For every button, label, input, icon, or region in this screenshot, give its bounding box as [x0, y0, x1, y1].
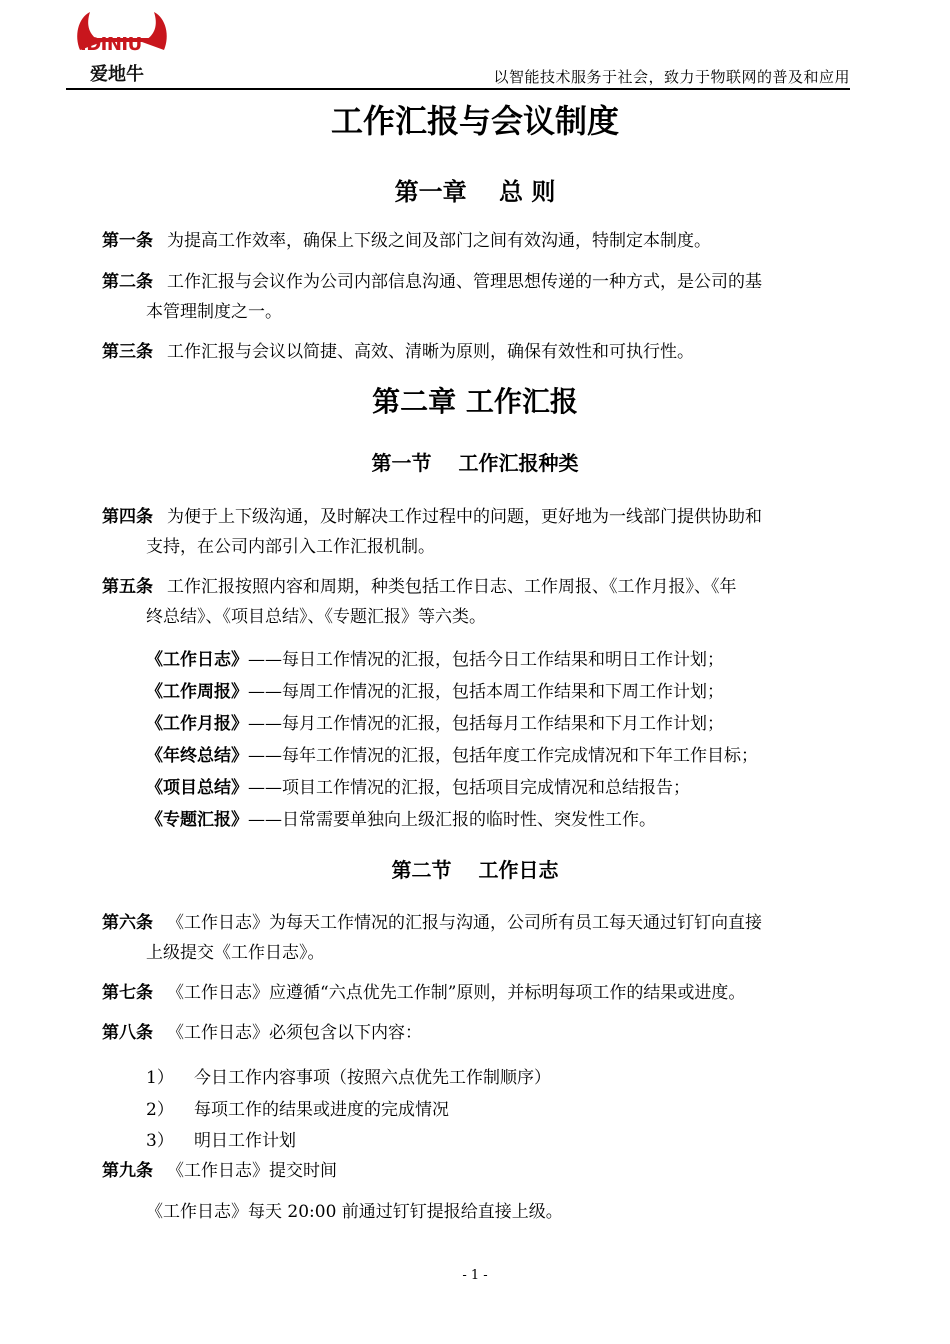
article-label: 第一条 [102, 231, 153, 251]
article-1 [102, 226, 850, 256]
report-type-desc: ——日常需要单独向上级汇报的临时性、突发性工作。 [248, 810, 656, 830]
report-type-desc: ——项目工作情况的汇报，包括项目完成情况和总结报告； [248, 778, 690, 798]
page-number: - 1 - [462, 1268, 488, 1283]
list-number: 2） [146, 1100, 174, 1120]
article-label: 第九条 [102, 1161, 153, 1181]
report-type-item [146, 648, 846, 672]
list-text: 每项工作的结果或进度的完成情况 [194, 1100, 449, 1120]
list-number: 1） [146, 1068, 174, 1088]
article-9 [102, 1156, 850, 1186]
article-text: 《工作日志》为每天工作情况的汇报与沟通，公司所有员工每天通过钉钉向直接 [167, 913, 762, 933]
article-label: 第八条 [102, 1023, 153, 1043]
list-item [146, 1098, 449, 1122]
article-text-continued: 终总结》、《项目总结》、《专题汇报》等六类。 [146, 607, 486, 627]
article-2 [102, 267, 850, 327]
article-label: 第三条 [102, 342, 153, 362]
article-text-continued: 支持，在公司内部引入工作汇报机制。 [146, 537, 435, 557]
report-type-name: 《工作月报》 [146, 714, 248, 734]
article-label: 第六条 [102, 913, 153, 933]
article-text: 为提高工作效率，确保上下级之间及部门之间有效沟通，特制定本制度。 [167, 231, 711, 251]
report-type-desc: ——每日工作情况的汇报，包括今日工作结果和明日工作计划； [248, 650, 724, 670]
report-type-desc: ——每月工作情况的汇报，包括每月工作结果和下月工作计划； [248, 714, 724, 734]
article-label: 第七条 [102, 983, 153, 1003]
report-type-item [146, 712, 846, 736]
article-6 [102, 908, 850, 968]
article-text: 《工作日志》提交时间 [167, 1161, 337, 1181]
list-item [146, 1129, 296, 1153]
section-2-heading: 第二节 工作日志 [391, 858, 559, 882]
report-type-item [146, 744, 846, 768]
report-type-name: 《年终总结》 [146, 746, 248, 766]
report-type-name: 《工作日志》 [146, 650, 248, 670]
submit-time-text: 《工作日志》每天 20:00 前通过钉钉提报给直接上级。 [146, 1202, 563, 1222]
article-text: 工作汇报与会议作为公司内部信息沟通、管理思想传递的一种方式，是公司的基 [167, 272, 762, 292]
chapter-1-heading: 第一章 总 则 [394, 178, 556, 206]
logo-wordmark: IDINIU [80, 34, 142, 55]
article-7 [102, 978, 850, 1008]
company-logo [72, 10, 172, 88]
article-text: 工作汇报与会议以简捷、高效、清晰为原则，确保有效性和可执行性。 [167, 342, 694, 362]
chapter-2-heading: 第二章 工作汇报 [372, 385, 578, 418]
list-text: 明日工作计划 [194, 1131, 296, 1151]
article-label: 第四条 [102, 507, 153, 527]
article-5 [102, 572, 850, 632]
report-type-name: 《项目总结》 [146, 778, 248, 798]
article-text: 为便于上下级沟通，及时解决工作过程中的问题，更好地为一线部门提供协助和 [167, 507, 762, 527]
list-item [146, 1066, 551, 1090]
article-text: 《工作日志》应遵循“六点优先工作制”原则，并标明每项工作的结果或进度。 [167, 983, 746, 1003]
report-type-name: 《工作周报》 [146, 682, 248, 702]
article-label: 第五条 [102, 577, 153, 597]
article-text: 《工作日志》必须包含以下内容： [167, 1023, 422, 1043]
company-tagline: 以智能技术服务于社会，致力于物联网的普及和应用 [493, 68, 850, 86]
report-type-desc: ——每年工作情况的汇报，包括年度工作完成情况和下年工作目标； [248, 746, 758, 766]
article-8 [102, 1018, 850, 1048]
article-4 [102, 502, 850, 562]
report-type-item [146, 680, 846, 704]
article-3 [102, 337, 850, 367]
document-title: 工作汇报与会议制度 [330, 102, 619, 140]
article-label: 第二条 [102, 272, 153, 292]
article-text-continued: 上级提交《工作日志》。 [146, 943, 325, 963]
header-divider [66, 88, 850, 90]
list-text: 今日工作内容事项（按照六点优先工作制顺序） [194, 1068, 551, 1088]
article-text-continued: 本管理制度之一。 [146, 302, 282, 322]
report-type-item [146, 808, 846, 832]
list-number: 3） [146, 1131, 174, 1151]
logo-chinese: 爱地牛 [90, 64, 144, 85]
section-1-heading: 第一节 工作汇报种类 [371, 451, 579, 475]
report-type-name: 《专题汇报》 [146, 810, 248, 830]
article-text: 工作汇报按照内容和周期，种类包括工作日志、工作周报、《工作月报》、《年 [167, 577, 737, 597]
report-type-item [146, 776, 846, 800]
report-type-desc: ——每周工作情况的汇报，包括本周工作结果和下周工作计划； [248, 682, 724, 702]
